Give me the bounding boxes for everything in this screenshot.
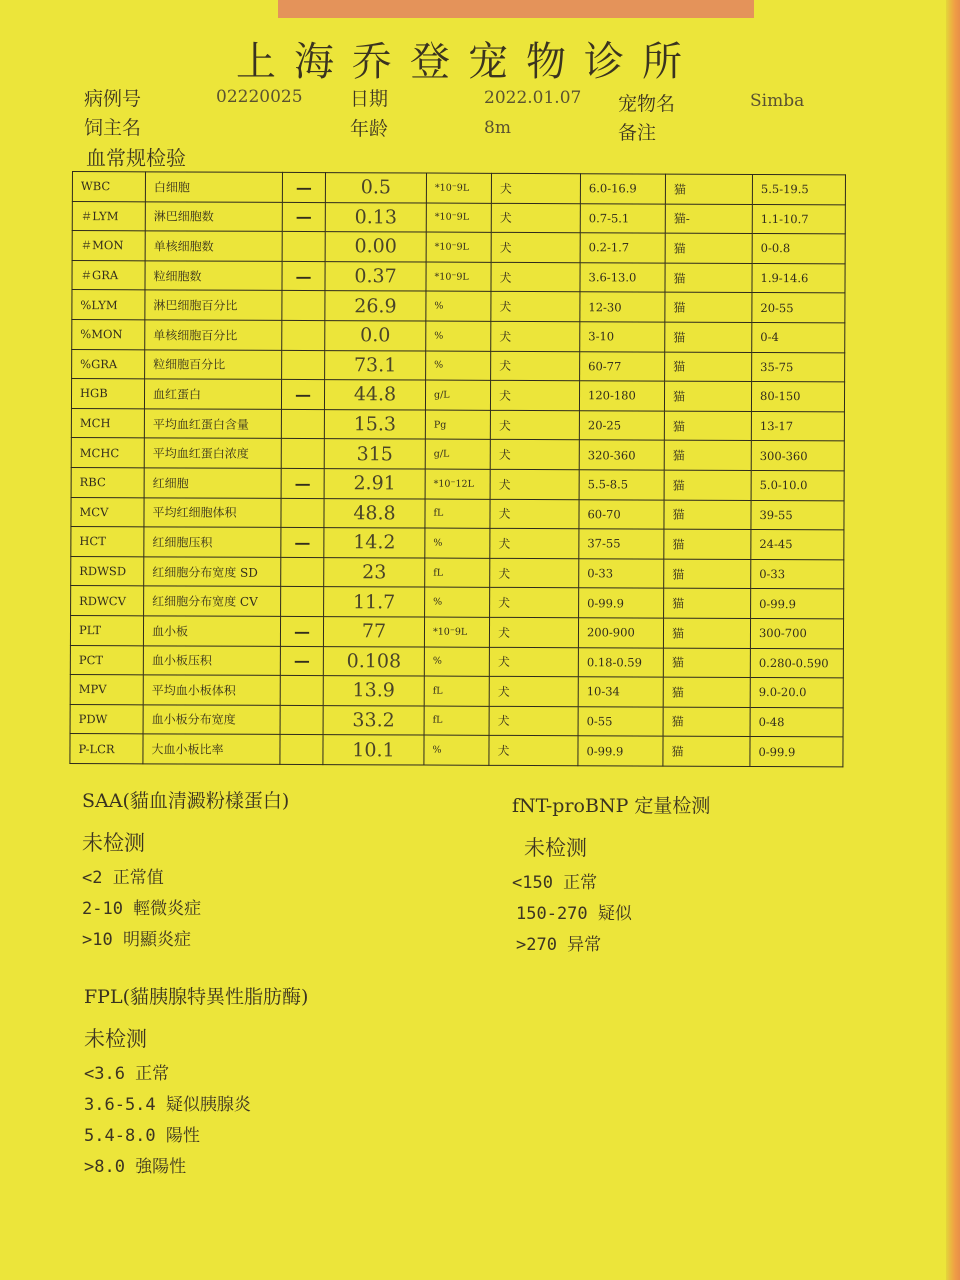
result-value: 0.0 [325, 321, 426, 351]
cat-reference-range: 300-700 [750, 618, 843, 648]
low-flag: — [282, 261, 325, 291]
cat-reference-range: 9.0-20.0 [750, 678, 843, 708]
test-name: 平均红细胞体积 [144, 497, 281, 527]
cat-reference-range: 13-17 [751, 411, 844, 441]
dog-reference-range: 10-34 [578, 677, 663, 707]
test-name: 淋巴细胞数 [145, 201, 282, 231]
unit: *10⁻9L [426, 262, 491, 292]
unit: % [426, 321, 491, 351]
test-name: 单核细胞数 [145, 231, 282, 261]
date-label: 日期 [350, 88, 389, 110]
dog-label: 犬 [491, 321, 580, 351]
dog-label: 犬 [489, 647, 578, 677]
dog-reference-range: 5.5-8.5 [579, 470, 664, 500]
ntprobnp-line: <150 正常 [512, 873, 598, 893]
dog-reference-range: 20-25 [579, 410, 664, 440]
ntprobnp-line: 150-270 疑似 [516, 904, 632, 924]
low-flag: — [282, 172, 325, 202]
saa-status: 未检测 [82, 831, 145, 855]
test-code: PLT [70, 615, 143, 645]
test-name: 白细胞 [145, 172, 282, 202]
test-code: PDW [70, 704, 143, 734]
cat-reference-range: 0-99.9 [751, 589, 844, 619]
test-name: 大血小板比率 [143, 734, 280, 764]
dog-label: 犬 [489, 736, 578, 766]
test-code: PCT [70, 645, 143, 675]
folder-tab [278, 0, 754, 18]
dog-label: 犬 [490, 440, 579, 470]
dog-reference-range: 3-10 [580, 322, 665, 352]
test-name: 平均血红蛋白浓度 [144, 438, 281, 468]
cat-label: 猫 [663, 707, 750, 737]
low-flag: — [281, 528, 324, 558]
table-row [70, 734, 843, 767]
table-row [72, 349, 845, 382]
low-flag [280, 705, 323, 735]
dog-label: 犬 [490, 528, 579, 558]
cat-label: 猫 [664, 559, 751, 589]
table-row [71, 556, 844, 589]
test-code: HGB [71, 379, 144, 409]
table-row [72, 231, 845, 264]
cat-label: 猫 [664, 588, 751, 618]
test-code: %LYM [72, 290, 145, 320]
result-value: 77 [323, 617, 424, 647]
cat-reference-range: 5.0-10.0 [751, 470, 844, 500]
unit: % [424, 647, 489, 677]
table-row [71, 586, 844, 619]
cat-reference-range: 5.5-19.5 [752, 174, 845, 204]
dog-reference-range: 320-360 [579, 440, 664, 470]
dog-label: 犬 [491, 173, 580, 203]
cat-reference-range: 0.280-0.590 [750, 648, 843, 678]
dog-reference-range: 37-55 [579, 529, 664, 559]
unit: % [425, 528, 490, 558]
table-row [72, 290, 845, 323]
cat-label: 猫 [663, 677, 750, 707]
result-value: 315 [324, 439, 425, 469]
test-code: RDWCV [71, 586, 144, 616]
table-row [70, 675, 843, 708]
cat-label: 猫 [665, 322, 752, 352]
dog-label: 犬 [490, 410, 579, 440]
cat-label: 猫 [665, 263, 752, 293]
test-name: 平均血小板体积 [143, 675, 280, 705]
result-value: 44.8 [324, 380, 425, 410]
case-no-label: 病例号 [84, 88, 142, 110]
test-code: RBC [71, 467, 144, 497]
saa-title: SAA(貓血清澱粉樣蛋白) [82, 790, 290, 812]
low-flag [282, 291, 325, 321]
test-code: ＃GRA [72, 260, 145, 290]
low-flag [280, 676, 323, 706]
result-value: 10.1 [323, 735, 424, 765]
test-name: 粒细胞数 [145, 261, 282, 291]
test-name: 红细胞压积 [144, 527, 281, 557]
cat-reference-range: 24-45 [751, 530, 844, 560]
dog-label: 犬 [489, 676, 578, 706]
table-row [71, 497, 844, 530]
test-name: 红细胞分布宽度 SD [144, 557, 281, 587]
cat-reference-range: 300-360 [751, 441, 844, 471]
test-code: RDWSD [71, 556, 144, 586]
table-row [70, 645, 843, 678]
result-value: 13.9 [323, 676, 424, 706]
unit: % [424, 735, 489, 765]
cat-reference-range: 1.9-14.6 [752, 263, 845, 293]
cat-label: 猫 [665, 174, 752, 204]
dog-label: 犬 [491, 233, 580, 263]
cat-reference-range: 35-75 [752, 352, 845, 382]
fpl-status: 未检测 [84, 1027, 147, 1051]
low-flag [282, 232, 325, 262]
saa-line: >10 明顯炎症 [82, 930, 191, 950]
unit: *10⁻12L [425, 469, 490, 499]
test-code: %MON [72, 319, 145, 349]
result-value: 0.108 [323, 646, 424, 676]
test-code: MCV [71, 497, 144, 527]
cat-label: 猫 [663, 736, 750, 766]
dog-label: 犬 [490, 558, 579, 588]
table-row [71, 527, 844, 560]
low-flag: — [281, 468, 324, 498]
ntprobnp-block [512, 791, 710, 955]
table-row [72, 319, 845, 352]
table-row [72, 201, 845, 234]
test-code: MCHC [71, 438, 144, 468]
cat-label: 猫- [665, 204, 752, 234]
test-code: MPV [70, 675, 143, 705]
unit: g/L [425, 380, 490, 410]
test-name: 血小板分布宽度 [143, 705, 280, 735]
unit: fL [425, 499, 490, 529]
test-name: 红细胞分布宽度 CV [144, 586, 281, 616]
test-name: 淋巴细胞百分比 [145, 290, 282, 320]
cat-label: 猫 [664, 381, 751, 411]
table-row [71, 467, 844, 500]
case-no: 02220025 [216, 87, 303, 107]
table-row [70, 704, 843, 737]
unit: % [425, 587, 490, 617]
unit: *10⁻9L [424, 617, 489, 647]
result-value: 0.5 [325, 173, 426, 203]
fpl-title: FPL(貓胰腺特異性脂肪酶) [84, 986, 309, 1008]
unit: % [426, 351, 491, 381]
result-value: 11.7 [324, 587, 425, 617]
test-name: 粒细胞百分比 [145, 349, 282, 379]
result-value: 2.91 [324, 469, 425, 499]
result-value: 33.2 [323, 705, 424, 735]
test-name: 血小板 [143, 616, 280, 646]
dog-label: 犬 [490, 588, 579, 618]
date-value: 2022.01.07 [484, 88, 582, 108]
dog-reference-range: 60-77 [580, 351, 665, 381]
result-value: 73.1 [325, 350, 426, 380]
notes-label: 备注 [618, 122, 657, 144]
test-name: 血红蛋白 [144, 379, 281, 409]
table-row [72, 172, 845, 205]
unit: *10⁻9L [426, 203, 491, 233]
unit: *10⁻9L [426, 232, 491, 262]
unit: fL [424, 676, 489, 706]
cat-label: 猫 [664, 440, 751, 470]
pet-name: Simba [750, 91, 805, 111]
saa-block [82, 786, 289, 950]
saa-line: <2 正常值 [82, 868, 164, 888]
test-name: 单核细胞百分比 [145, 320, 282, 350]
low-flag [281, 557, 324, 587]
cat-label: 猫 [664, 470, 751, 500]
unit: Pg [425, 410, 490, 440]
cat-reference-range: 80-150 [751, 382, 844, 412]
table-row [70, 615, 843, 648]
low-flag [281, 439, 324, 469]
dog-reference-range: 0-99.9 [579, 588, 664, 618]
dog-reference-range: 3.6-13.0 [580, 262, 665, 292]
low-flag [281, 498, 324, 528]
low-flag [281, 409, 324, 439]
table-row [71, 408, 844, 441]
cat-reference-range: 0-33 [751, 559, 844, 589]
ntprobnp-line: >270 异常 [516, 935, 602, 955]
unit: % [426, 291, 491, 321]
test-name: 血小板压积 [143, 645, 280, 675]
low-flag [280, 735, 323, 765]
low-flag [282, 350, 325, 380]
test-code: HCT [71, 527, 144, 557]
cat-label: 猫 [665, 352, 752, 382]
fpl-line: 5.4-8.0 陽性 [84, 1126, 200, 1146]
cat-reference-range: 20-55 [752, 293, 845, 323]
table-row [72, 260, 845, 293]
cat-reference-range: 0-48 [750, 707, 843, 737]
cat-label: 猫 [665, 292, 752, 322]
low-flag: — [280, 646, 323, 676]
unit: fL [424, 706, 489, 736]
unit: g/L [425, 439, 490, 469]
test-code: MCH [71, 408, 144, 438]
result-value: 14.2 [324, 528, 425, 558]
age-value: 8m [484, 118, 511, 138]
dog-reference-range: 120-180 [579, 381, 664, 411]
test-code: WBC [72, 172, 145, 202]
cat-label: 猫 [663, 648, 750, 678]
test-code: %GRA [72, 349, 145, 379]
dog-label: 犬 [490, 380, 579, 410]
low-flag: — [281, 380, 324, 410]
ntprobnp-status: 未检测 [524, 836, 587, 860]
unit: *10⁻9L [426, 173, 491, 203]
cat-reference-range: 0-4 [752, 322, 845, 352]
dog-label: 犬 [490, 469, 579, 499]
ntprobnp-title: fNT-proBNP 定量检测 [512, 795, 711, 817]
test-code: P-LCR [70, 734, 143, 764]
result-value: 26.9 [325, 291, 426, 321]
dog-reference-range: 0.2-1.7 [580, 233, 665, 263]
dog-reference-range: 0.18-0.59 [578, 647, 663, 677]
test-name: 红细胞 [144, 468, 281, 498]
saa-line: 2-10 輕微炎症 [82, 899, 202, 919]
dog-label: 犬 [491, 262, 580, 292]
unit: fL [425, 558, 490, 588]
low-flag [282, 320, 325, 350]
cat-reference-range: 0-0.8 [752, 234, 845, 264]
fpl-block [84, 982, 308, 1177]
cat-label: 猫 [663, 618, 750, 648]
cat-reference-range: 0-99.9 [750, 737, 843, 767]
dog-reference-range: 6.0-16.9 [580, 174, 665, 204]
test-code: ＃MON [72, 231, 145, 261]
dog-reference-range: 60-70 [579, 499, 664, 529]
dog-label: 犬 [490, 499, 579, 529]
cat-label: 猫 [664, 500, 751, 530]
cat-reference-range: 39-55 [751, 500, 844, 530]
age-label: 年龄 [350, 118, 389, 140]
dog-reference-range: 12-30 [580, 292, 665, 322]
dog-reference-range: 0-99.9 [578, 736, 663, 766]
cat-label: 猫 [665, 233, 752, 263]
cat-reference-range: 1.1-10.7 [752, 204, 845, 234]
low-flag [281, 587, 324, 617]
dog-label: 犬 [491, 203, 580, 233]
cbc-table [69, 171, 846, 767]
fpl-line: 3.6-5.4 疑似胰腺炎 [84, 1095, 251, 1115]
cbc-heading: 血常规检验 [86, 146, 186, 170]
dog-reference-range: 0.7-5.1 [580, 203, 665, 233]
clinic-title: 上海乔登宠物诊所 [236, 39, 700, 85]
dog-label: 犬 [489, 706, 578, 736]
dog-reference-range: 200-900 [578, 618, 663, 648]
test-name: 平均血红蛋白含量 [144, 409, 281, 439]
result-value: 0.37 [325, 261, 426, 291]
pet-name-label: 宠物名 [618, 93, 676, 115]
table-row [71, 379, 844, 412]
dog-reference-range: 0-33 [579, 558, 664, 588]
low-flag: — [280, 616, 323, 646]
result-value: 0.13 [325, 202, 426, 232]
page-edge [946, 0, 960, 1280]
dog-label: 犬 [489, 617, 578, 647]
dog-reference-range: 0-55 [578, 706, 663, 736]
table-row [71, 438, 844, 471]
fpl-line: >8.0 強陽性 [84, 1157, 187, 1177]
test-code: ＃LYM [72, 201, 145, 231]
dog-label: 犬 [491, 292, 580, 322]
low-flag: — [282, 202, 325, 232]
fpl-line: <3.6 正常 [84, 1064, 170, 1084]
cat-label: 猫 [664, 529, 751, 559]
owner-label: 饲主名 [84, 117, 142, 139]
result-value: 15.3 [324, 409, 425, 439]
cat-label: 猫 [664, 411, 751, 441]
result-value: 0.00 [325, 232, 426, 262]
result-value: 48.8 [324, 498, 425, 528]
dog-label: 犬 [491, 351, 580, 381]
result-value: 23 [324, 557, 425, 587]
